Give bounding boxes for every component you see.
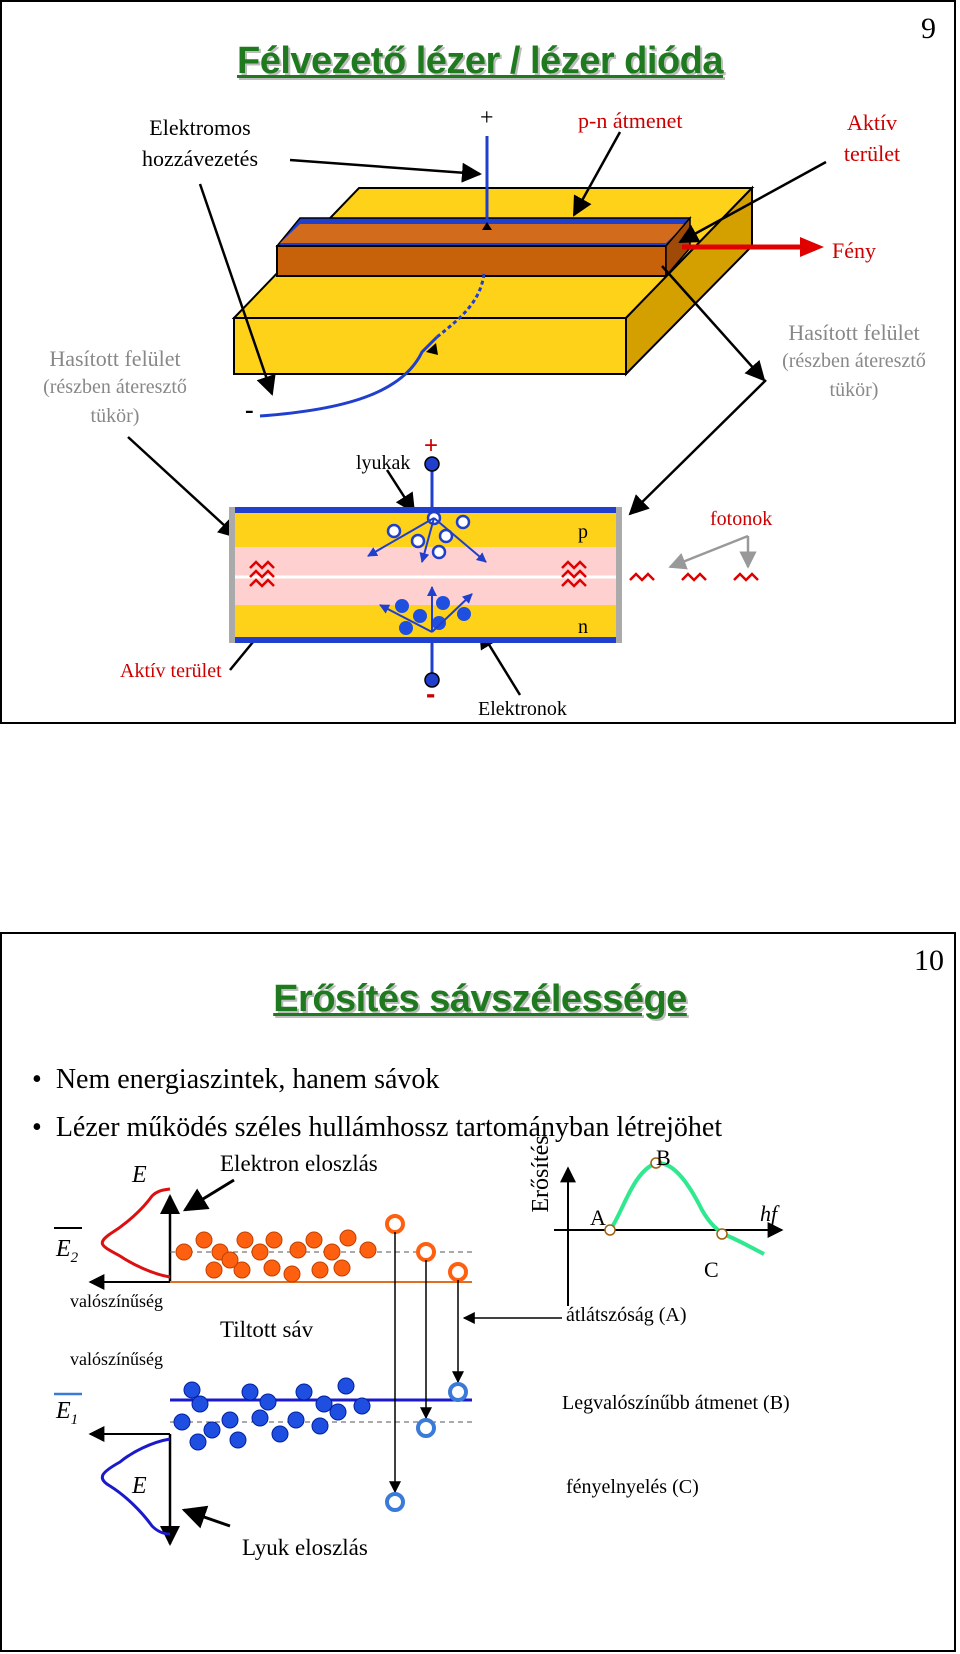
point-c-label: C — [704, 1257, 719, 1282]
bullet-dot: • — [32, 1064, 56, 1095]
plus-sign-bottom: + — [424, 432, 439, 459]
page-number: 9 — [921, 12, 936, 45]
electron-distribution — [176, 1230, 376, 1282]
plus-sign-top: + — [480, 105, 494, 131]
bullet-1: • Nem energiaszintek, hanem sávok — [32, 1064, 440, 1095]
e2-label: $E_2$ — [56, 1236, 79, 1266]
holes-label: lyukak — [356, 452, 411, 474]
gain-chart — [528, 1135, 782, 1306]
gain-curve — [610, 1163, 764, 1254]
minus-sign-left: - — [245, 395, 254, 424]
forbidden-band-label: Tiltott sáv — [220, 1317, 314, 1342]
point-a-label: A — [590, 1205, 606, 1230]
p-layer-label: p — [578, 521, 588, 543]
page-number: 10 — [914, 944, 944, 977]
probability-label-bottom: valószínűség — [70, 1349, 163, 1369]
hole-distribution — [174, 1378, 370, 1450]
transparency-label: átlátszóság (A) — [566, 1304, 687, 1326]
point-c — [717, 1229, 727, 1239]
pn-junction-label: p-n átmenet — [578, 108, 683, 133]
absorption-label: fényelnyelés (C) — [566, 1476, 699, 1498]
e-label-top: E — [132, 1162, 147, 1188]
gain-ylabel: Erősítés — [528, 1135, 554, 1213]
slide-10 — [0, 932, 956, 1652]
bullet-dot: • — [32, 1112, 56, 1143]
gain-xlabel: hf — [760, 1201, 778, 1226]
active-area-bottom-label: Aktív terület — [120, 660, 222, 682]
cleaved-surface-right-label: Hasított felület (részben áteresztő tükör) — [782, 320, 926, 401]
active-area-top-label: Aktív terület — [843, 110, 901, 166]
point-a — [605, 1225, 615, 1235]
n-layer-label: n — [578, 616, 588, 638]
electrons-label: Elektronok — [478, 698, 567, 720]
hole-distribution-label: Lyuk eloszlás — [242, 1535, 368, 1560]
electron-probability-curve — [102, 1189, 170, 1277]
electric-lead-label: Elektromos hozzávezetés — [141, 115, 259, 171]
slide-title: Erősítés sávszélessége — [273, 978, 687, 1020]
slide-title: Félvezető lézer / lézer dióda — [236, 40, 723, 82]
most-probable-label: Legvalószínűbb átmenet (B) — [562, 1392, 790, 1414]
slide-9 — [0, 0, 956, 724]
probability-label-top: valószínűség — [70, 1291, 163, 1311]
pn-junction-stripe — [277, 218, 690, 276]
light-label: Fény — [832, 238, 876, 263]
minus-sign-bottom: - — [426, 678, 436, 709]
bullet-2: • Lézer működés széles hullámhossz tartományban létrejöhet — [32, 1112, 723, 1143]
e1-label: $E_1$ — [56, 1398, 79, 1428]
photons-label: fotonok — [710, 508, 773, 530]
electron-distribution-label: Elektron eloszlás — [220, 1151, 378, 1176]
cleaved-surface-left-label: Hasított felület (részben áteresztő tükör) — [43, 346, 187, 427]
e-label-bottom: E — [132, 1473, 147, 1499]
point-b-label: B — [656, 1145, 671, 1170]
